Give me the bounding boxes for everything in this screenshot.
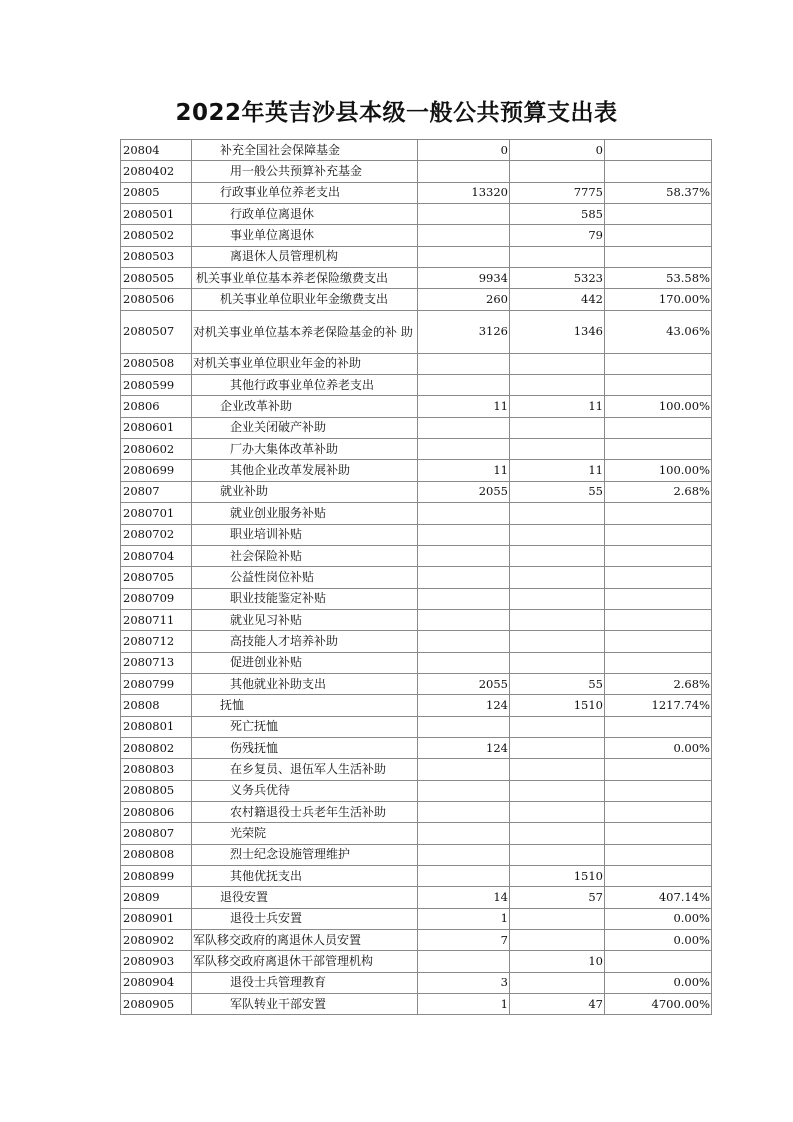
percent-cell — [605, 716, 712, 737]
percent-cell — [605, 524, 712, 545]
actual-value-cell — [510, 780, 605, 801]
item-name-cell: 企业改革补助 — [192, 396, 418, 417]
budget-value-cell — [418, 545, 510, 566]
table-row — [121, 588, 712, 609]
budget-value-cell — [418, 204, 510, 225]
percent-cell: 2.68% — [605, 481, 712, 502]
percent-cell — [605, 503, 712, 524]
actual-value-cell — [510, 524, 605, 545]
code-cell: 2080709 — [121, 588, 192, 609]
code-cell: 2080903 — [121, 951, 192, 972]
code-cell: 2080713 — [121, 652, 192, 673]
item-name-cell: 用一般公共预算补充基金 — [192, 161, 418, 182]
actual-value-cell — [510, 737, 605, 758]
item-name-cell: 公益性岗位补贴 — [192, 567, 418, 588]
code-cell: 20809 — [121, 887, 192, 908]
budget-value-cell: 1 — [418, 994, 510, 1015]
table-row — [121, 759, 712, 780]
code-cell: 20807 — [121, 481, 192, 502]
item-name-cell: 其他优抚支出 — [192, 866, 418, 887]
page-title: 2022年英吉沙县本级一般公共预算支出表 — [175, 100, 618, 126]
budget-value-cell — [418, 866, 510, 887]
item-name-cell: 就业创业服务补贴 — [192, 503, 418, 524]
actual-value-cell — [510, 439, 605, 460]
actual-value-cell: 11 — [510, 396, 605, 417]
budget-value-cell: 14 — [418, 887, 510, 908]
table-row — [121, 695, 712, 716]
actual-value-cell — [510, 844, 605, 865]
item-name-cell: 对机关事业单位基本养老保险基金的补 助 — [192, 310, 418, 353]
budget-value-cell: 0 — [418, 140, 510, 161]
table-row — [121, 908, 712, 929]
code-cell: 2080601 — [121, 417, 192, 438]
table-row — [121, 396, 712, 417]
budget-value-cell — [418, 716, 510, 737]
actual-value-cell: 1346 — [510, 310, 605, 353]
budget-table-body — [121, 140, 712, 1015]
code-cell: 2080807 — [121, 823, 192, 844]
actual-value-cell — [510, 908, 605, 929]
item-name-cell: 军队转业干部安置 — [192, 994, 418, 1015]
budget-value-cell — [418, 417, 510, 438]
actual-value-cell — [510, 759, 605, 780]
actual-value-cell: 10 — [510, 951, 605, 972]
budget-value-cell: 11 — [418, 396, 510, 417]
item-name-cell: 抚恤 — [192, 695, 418, 716]
actual-value-cell: 5323 — [510, 268, 605, 289]
budget-value-cell: 2055 — [418, 673, 510, 694]
actual-value-cell: 55 — [510, 673, 605, 694]
actual-value-cell — [510, 246, 605, 267]
item-name-cell: 补充全国社会保障基金 — [192, 140, 418, 161]
budget-value-cell: 124 — [418, 737, 510, 758]
table-row — [121, 737, 712, 758]
table-row — [121, 631, 712, 652]
percent-cell: 0.00% — [605, 908, 712, 929]
table-row — [121, 567, 712, 588]
budget-value-cell: 11 — [418, 460, 510, 481]
budget-value-cell — [418, 225, 510, 246]
table-row — [121, 673, 712, 694]
actual-value-cell: 11 — [510, 460, 605, 481]
budget-value-cell — [418, 439, 510, 460]
percent-cell: 2.68% — [605, 673, 712, 694]
budget-value-cell — [418, 524, 510, 545]
table-row — [121, 801, 712, 822]
code-cell: 2080505 — [121, 268, 192, 289]
code-cell: 2080599 — [121, 375, 192, 396]
budget-value-cell — [418, 951, 510, 972]
actual-value-cell — [510, 716, 605, 737]
code-cell: 20804 — [121, 140, 192, 161]
budget-value-cell — [418, 780, 510, 801]
table-row — [121, 375, 712, 396]
item-name-cell: 其他企业改革发展补助 — [192, 460, 418, 481]
item-name-cell: 伤残抚恤 — [192, 737, 418, 758]
percent-cell — [605, 759, 712, 780]
code-cell: 2080805 — [121, 780, 192, 801]
item-name-cell: 烈士纪念设施管理维护 — [192, 844, 418, 865]
item-name-cell: 企业关闭破产补助 — [192, 417, 418, 438]
actual-value-cell: 1510 — [510, 866, 605, 887]
percent-cell: 1217.74% — [605, 695, 712, 716]
percent-cell: 100.00% — [605, 460, 712, 481]
budget-value-cell: 13320 — [418, 182, 510, 203]
budget-value-cell — [418, 375, 510, 396]
code-cell: 2080711 — [121, 609, 192, 630]
actual-value-cell — [510, 823, 605, 844]
code-cell: 20806 — [121, 396, 192, 417]
budget-value-cell — [418, 353, 510, 374]
item-name-cell: 就业见习补贴 — [192, 609, 418, 630]
percent-cell — [605, 951, 712, 972]
table-row — [121, 994, 712, 1015]
code-cell: 2080503 — [121, 246, 192, 267]
code-cell: 2080506 — [121, 289, 192, 310]
percent-cell: 0.00% — [605, 930, 712, 951]
code-cell: 2080904 — [121, 972, 192, 993]
percent-cell — [605, 801, 712, 822]
table-row — [121, 823, 712, 844]
percent-cell — [605, 375, 712, 396]
code-cell: 2080704 — [121, 545, 192, 566]
table-row — [121, 353, 712, 374]
table-row — [121, 225, 712, 246]
percent-cell: 0.00% — [605, 737, 712, 758]
table-row — [121, 866, 712, 887]
table-row — [121, 140, 712, 161]
percent-cell — [605, 204, 712, 225]
item-name-cell: 军队移交政府的离退休人员安置 — [192, 930, 418, 951]
item-name-cell: 促进创业补贴 — [192, 652, 418, 673]
percent-cell — [605, 631, 712, 652]
percent-cell — [605, 353, 712, 374]
actual-value-cell — [510, 631, 605, 652]
budget-table — [120, 139, 712, 1015]
item-name-cell: 行政单位离退休 — [192, 204, 418, 225]
percent-cell — [605, 588, 712, 609]
actual-value-cell — [510, 801, 605, 822]
code-cell: 2080402 — [121, 161, 192, 182]
code-cell: 2080699 — [121, 460, 192, 481]
item-name-cell: 机关事业单位基本养老保险缴费支出 — [192, 268, 418, 289]
actual-value-cell: 47 — [510, 994, 605, 1015]
actual-value-cell — [510, 375, 605, 396]
budget-value-cell — [418, 652, 510, 673]
item-name-cell: 退役士兵安置 — [192, 908, 418, 929]
table-row — [121, 780, 712, 801]
code-cell: 2080803 — [121, 759, 192, 780]
code-cell: 2080702 — [121, 524, 192, 545]
actual-value-cell — [510, 545, 605, 566]
budget-value-cell: 2055 — [418, 481, 510, 502]
code-cell: 2080602 — [121, 439, 192, 460]
table-row — [121, 887, 712, 908]
code-cell: 2080899 — [121, 866, 192, 887]
budget-value-cell: 3 — [418, 972, 510, 993]
percent-cell — [605, 866, 712, 887]
code-cell: 2080508 — [121, 353, 192, 374]
actual-value-cell — [510, 417, 605, 438]
percent-cell — [605, 567, 712, 588]
actual-value-cell — [510, 972, 605, 993]
item-name-cell: 机关事业单位职业年金缴费支出 — [192, 289, 418, 310]
percent-cell — [605, 652, 712, 673]
code-cell: 2080806 — [121, 801, 192, 822]
actual-value-cell — [510, 930, 605, 951]
item-name-cell: 职业培训补贴 — [192, 524, 418, 545]
table-row — [121, 609, 712, 630]
percent-cell: 53.58% — [605, 268, 712, 289]
percent-cell — [605, 225, 712, 246]
code-cell: 2080502 — [121, 225, 192, 246]
table-row — [121, 652, 712, 673]
actual-value-cell: 57 — [510, 887, 605, 908]
table-row — [121, 204, 712, 225]
code-cell: 2080808 — [121, 844, 192, 865]
percent-cell: 407.14% — [605, 887, 712, 908]
item-name-cell: 对机关事业单位职业年金的补助 — [192, 353, 418, 374]
code-cell: 2080501 — [121, 204, 192, 225]
code-cell: 2080802 — [121, 737, 192, 758]
table-row — [121, 289, 712, 310]
percent-cell — [605, 844, 712, 865]
percent-cell — [605, 823, 712, 844]
percent-cell: 58.37% — [605, 182, 712, 203]
item-name-cell: 就业补助 — [192, 481, 418, 502]
code-cell: 2080902 — [121, 930, 192, 951]
actual-value-cell: 442 — [510, 289, 605, 310]
item-name-cell: 死亡抚恤 — [192, 716, 418, 737]
budget-value-cell: 260 — [418, 289, 510, 310]
budget-value-cell — [418, 609, 510, 630]
budget-value-cell — [418, 567, 510, 588]
table-row — [121, 972, 712, 993]
actual-value-cell: 55 — [510, 481, 605, 502]
budget-value-cell: 7 — [418, 930, 510, 951]
budget-value-cell: 124 — [418, 695, 510, 716]
actual-value-cell — [510, 353, 605, 374]
table-row — [121, 951, 712, 972]
item-name-cell: 其他行政事业单位养老支出 — [192, 375, 418, 396]
percent-cell: 43.06% — [605, 310, 712, 353]
table-row — [121, 524, 712, 545]
actual-value-cell — [510, 503, 605, 524]
table-row — [121, 182, 712, 203]
budget-value-cell — [418, 588, 510, 609]
budget-value-cell — [418, 759, 510, 780]
percent-cell — [605, 439, 712, 460]
table-row — [121, 246, 712, 267]
actual-value-cell: 1510 — [510, 695, 605, 716]
actual-value-cell — [510, 161, 605, 182]
table-row — [121, 844, 712, 865]
budget-value-cell: 9934 — [418, 268, 510, 289]
item-name-cell: 职业技能鉴定补贴 — [192, 588, 418, 609]
item-name-cell: 厂办大集体改革补助 — [192, 439, 418, 460]
table-row — [121, 481, 712, 502]
budget-value-cell: 3126 — [418, 310, 510, 353]
actual-value-cell — [510, 588, 605, 609]
code-cell: 2080507 — [121, 310, 192, 353]
budget-value-cell: 1 — [418, 908, 510, 929]
percent-cell: 100.00% — [605, 396, 712, 417]
item-name-cell: 军队移交政府离退休干部管理机构 — [192, 951, 418, 972]
item-name-cell: 事业单位离退休 — [192, 225, 418, 246]
percent-cell: 4700.00% — [605, 994, 712, 1015]
item-name-cell: 行政事业单位养老支出 — [192, 182, 418, 203]
item-name-cell: 离退休人员管理机构 — [192, 246, 418, 267]
table-row — [121, 716, 712, 737]
actual-value-cell: 79 — [510, 225, 605, 246]
percent-cell: 0.00% — [605, 972, 712, 993]
budget-value-cell — [418, 823, 510, 844]
actual-value-cell: 0 — [510, 140, 605, 161]
budget-value-cell — [418, 246, 510, 267]
actual-value-cell — [510, 609, 605, 630]
item-name-cell: 在乡复员、退伍军人生活补助 — [192, 759, 418, 780]
item-name-cell: 农村籍退役士兵老年生活补助 — [192, 801, 418, 822]
table-row — [121, 439, 712, 460]
budget-value-cell — [418, 631, 510, 652]
table-row — [121, 930, 712, 951]
percent-cell — [605, 417, 712, 438]
percent-cell — [605, 161, 712, 182]
percent-cell — [605, 609, 712, 630]
table-row — [121, 268, 712, 289]
budget-value-cell — [418, 161, 510, 182]
code-cell: 2080712 — [121, 631, 192, 652]
code-cell: 2080905 — [121, 994, 192, 1015]
item-name-cell: 义务兵优待 — [192, 780, 418, 801]
percent-cell — [605, 780, 712, 801]
table-row — [121, 161, 712, 182]
budget-value-cell — [418, 801, 510, 822]
table-row — [121, 417, 712, 438]
item-name-cell: 光荣院 — [192, 823, 418, 844]
table-row — [121, 310, 712, 353]
table-row — [121, 460, 712, 481]
code-cell: 2080801 — [121, 716, 192, 737]
item-name-cell: 其他就业补助支出 — [192, 673, 418, 694]
actual-value-cell — [510, 652, 605, 673]
actual-value-cell — [510, 567, 605, 588]
item-name-cell: 社会保险补贴 — [192, 545, 418, 566]
item-name-cell: 退役安置 — [192, 887, 418, 908]
item-name-cell: 高技能人才培养补助 — [192, 631, 418, 652]
item-name-cell: 退役士兵管理教育 — [192, 972, 418, 993]
budget-value-cell — [418, 844, 510, 865]
table-row — [121, 545, 712, 566]
code-cell: 2080705 — [121, 567, 192, 588]
code-cell: 20808 — [121, 695, 192, 716]
code-cell: 20805 — [121, 182, 192, 203]
budget-value-cell — [418, 503, 510, 524]
actual-value-cell: 7775 — [510, 182, 605, 203]
actual-value-cell: 585 — [510, 204, 605, 225]
code-cell: 2080901 — [121, 908, 192, 929]
percent-cell: 170.00% — [605, 289, 712, 310]
percent-cell — [605, 545, 712, 566]
code-cell: 2080799 — [121, 673, 192, 694]
percent-cell — [605, 140, 712, 161]
code-cell: 2080701 — [121, 503, 192, 524]
table-row — [121, 503, 712, 524]
percent-cell — [605, 246, 712, 267]
